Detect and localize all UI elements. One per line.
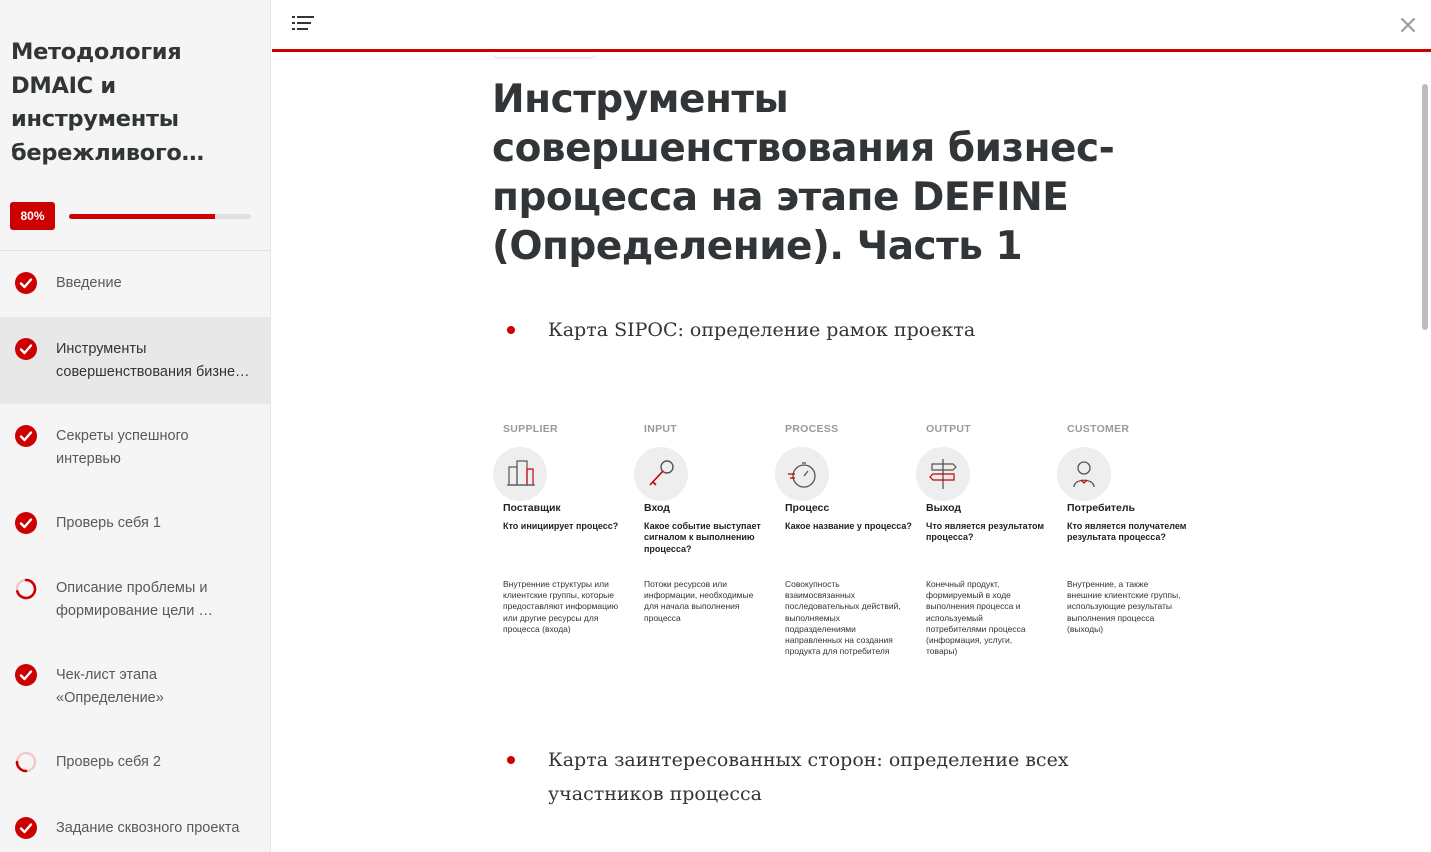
sipoc-heading: PROCESS [785,423,839,435]
sidebar-item-label: Секреты успешного интервью [56,428,189,467]
bullet-text-stakeholders: Карта заинтересованных сторон: определение всех участников процесса [548,749,1069,805]
lesson-topbar [272,0,1431,52]
sipoc-heading: INPUT [644,423,677,435]
sipoc-column-process [785,423,915,657]
key-icon [634,447,688,501]
sidebar-item-project[interactable] [0,796,271,852]
check-circle-icon [15,425,37,447]
sidebar-item-quiz-1[interactable] [0,492,271,558]
sipoc-question: Кто является получателем результата процесса? [1067,521,1187,543]
progress-ring-icon [15,751,37,773]
lesson-title: Инструменты совершенствования бизнес-процесса на этапе DEFINE (Определение). Часть 1 [492,77,1115,269]
sipoc-question: Что является результатом процесса? [926,521,1045,543]
progress-bar [69,214,251,219]
stopwatch-icon [775,447,829,501]
sipoc-description: Совокупность взаимосвязанных последовательных действий, выполняемых подразделениями направленных на создания продукта для потребителя [785,579,901,657]
sipoc-heading: OUTPUT [926,423,971,435]
check-circle-icon [15,272,37,294]
sidebar-item-label: Инструменты совершенствования бизне… [56,341,250,380]
sidebar-item-interview[interactable] [0,404,271,492]
sipoc-description: Потоки ресурсов или информации, необходимые для начала выполнения процесса [644,579,754,623]
check-circle-icon [15,338,37,360]
sipoc-name: Потребитель [1067,502,1136,514]
sipoc-column-output [926,423,1056,657]
sipoc-heading: SUPPLIER [503,423,558,435]
sipoc-heading: CUSTOMER [1067,423,1130,435]
person-icon [1057,447,1111,501]
buildings-icon [493,447,547,501]
list-menu-icon[interactable] [292,14,316,32]
progress-bar-fill [69,214,215,219]
sipoc-question: Какое название у процесса? [785,521,912,531]
sipoc-name: Выход [926,502,962,514]
sipoc-diagram [500,423,1200,683]
sidebar-item-tools[interactable] [0,317,271,404]
sipoc-column-input [644,423,774,623]
check-circle-icon [15,512,37,534]
signpost-icon [916,447,970,501]
sidebar-item-label: Проверь себя 1 [56,515,161,531]
sidebar-item-label: Проверь себя 2 [56,754,161,770]
sipoc-name: Вход [644,502,670,514]
bullet-marker [507,326,515,334]
progress-ring-icon [15,578,37,600]
sipoc-question: Какое событие выступает сигналом к выполнению процесса? [644,521,761,554]
sidebar-item-label: Задание сквозного проекта [56,820,240,836]
course-title: Методология DMAIC и инструменты бережливого… [11,39,204,166]
sidebar-item-checklist[interactable] [0,644,271,732]
content-scrollbar[interactable] [1422,84,1428,330]
scroll-hint-decoration [490,55,600,59]
sidebar-item-label: Чек-лист этапа «Определение» [56,667,164,706]
lesson-content [272,55,1422,852]
close-icon[interactable] [1399,16,1417,34]
sidebar-item-label: Описание проблемы и формирование цели … [56,580,213,619]
sidebar-item-label: Введение [56,275,122,291]
sidebar-item-quiz-2[interactable] [0,732,271,796]
sipoc-column-supplier [503,423,633,634]
check-circle-icon [15,817,37,839]
sipoc-description: Внутренние, а также внешние клиентские группы, использующие результаты выполнения процесса (выходы) [1067,579,1181,634]
progress-badge: 80% [10,202,55,230]
sipoc-name: Процесс [785,502,830,514]
sipoc-question: Кто инициирует процесс? [503,521,619,531]
bullet-text-sipoc: Карта SIPOC: определение рамок проекта [548,319,976,341]
sidebar-item-problem[interactable] [0,558,271,644]
sipoc-description: Внутренние структуры или клиентские группы, которые предоставляют информацию или другие ресурсы для процесса (входа) [503,579,619,634]
sipoc-name: Поставщик [503,502,561,514]
check-circle-icon [15,664,37,686]
sipoc-column-customer [1067,423,1197,634]
sidebar-item-intro[interactable] [0,251,271,317]
course-sidebar [0,0,271,852]
sipoc-description: Конечный продукт, формируемый в ходе выполнения процесса и используемый потребителями процесса (информация, услуги, товары) [926,579,1026,657]
bullet-marker [507,756,515,764]
